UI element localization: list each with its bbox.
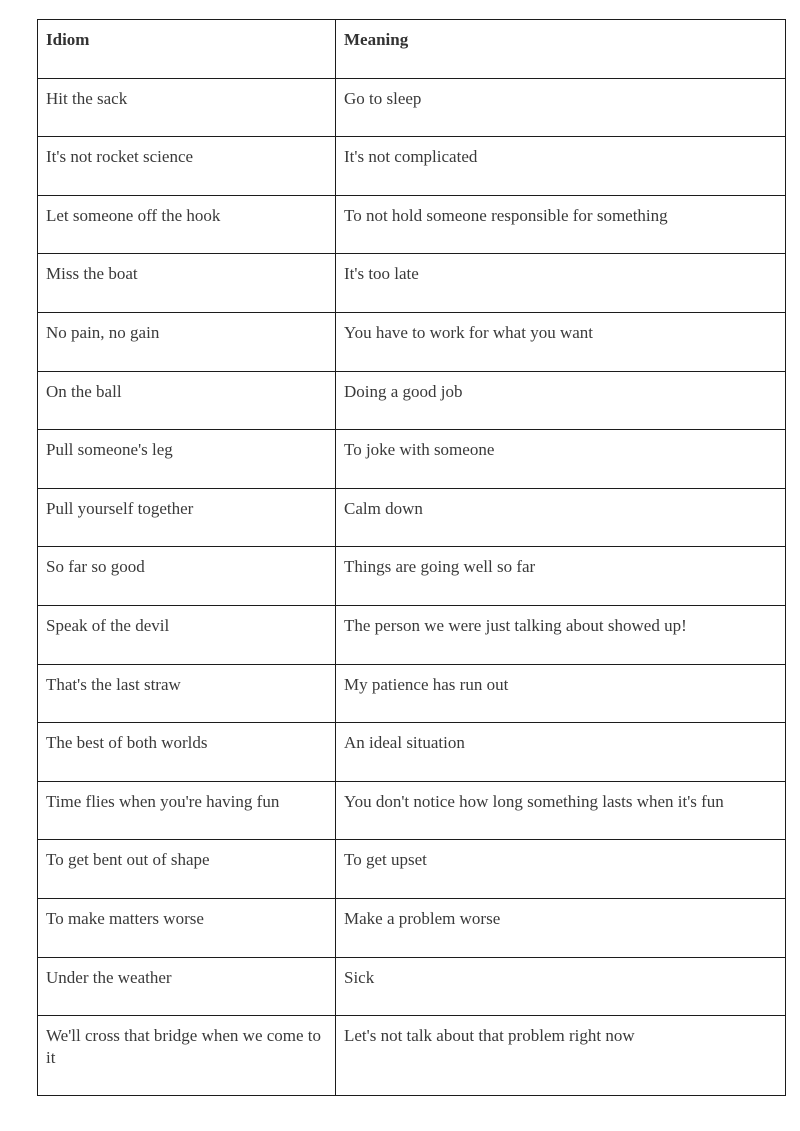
idiom-cell: It's not rocket science <box>38 137 336 196</box>
idiom-cell: Let someone off the hook <box>38 195 336 254</box>
idiom-cell: Hit the sack <box>38 78 336 137</box>
idiom-cell: Speak of the devil <box>38 605 336 664</box>
idiom-cell: That's the last straw <box>38 664 336 723</box>
table-row <box>38 430 786 489</box>
meaning-cell: The person we were just talking about showed up! <box>336 605 786 664</box>
meaning-cell: Things are going well so far <box>336 547 786 606</box>
table-row <box>38 1016 786 1096</box>
meaning-cell: To joke with someone <box>336 430 786 489</box>
meaning-cell: Sick <box>336 957 786 1016</box>
idiom-cell: We'll cross that bridge when we come to it <box>38 1016 336 1096</box>
idiom-cell: To make matters worse <box>38 898 336 957</box>
meaning-cell: Go to sleep <box>336 78 786 137</box>
meaning-cell: It's too late <box>336 254 786 313</box>
table-row <box>38 488 786 547</box>
meaning-cell: You have to work for what you want <box>336 312 786 371</box>
idiom-cell: To get bent out of shape <box>38 840 336 899</box>
table-row <box>38 254 786 313</box>
table-row <box>38 137 786 196</box>
meaning-cell: My patience has run out <box>336 664 786 723</box>
table-row <box>38 898 786 957</box>
column-header-idiom: Idiom <box>38 20 336 79</box>
idiom-cell: The best of both worlds <box>38 723 336 782</box>
meaning-cell: Let's not talk about that problem right now <box>336 1016 786 1096</box>
column-header-meaning: Meaning <box>336 20 786 79</box>
idiom-cell: Pull someone's leg <box>38 430 336 489</box>
table-row <box>38 195 786 254</box>
meaning-cell: To get upset <box>336 840 786 899</box>
table-row <box>38 723 786 782</box>
header-row <box>38 20 786 79</box>
idiom-cell: So far so good <box>38 547 336 606</box>
table-row <box>38 605 786 664</box>
table-row <box>38 664 786 723</box>
idioms-table <box>37 19 786 1096</box>
table-row <box>38 78 786 137</box>
idiom-cell: Miss the boat <box>38 254 336 313</box>
meaning-cell: Make a problem worse <box>336 898 786 957</box>
table-row <box>38 781 786 840</box>
idiom-cell: Under the weather <box>38 957 336 1016</box>
table-row <box>38 547 786 606</box>
meaning-cell: Doing a good job <box>336 371 786 430</box>
idiom-cell: On the ball <box>38 371 336 430</box>
table-row <box>38 840 786 899</box>
idiom-cell: Pull yourself together <box>38 488 336 547</box>
meaning-cell: To not hold someone responsible for something <box>336 195 786 254</box>
meaning-cell: Calm down <box>336 488 786 547</box>
meaning-cell: An ideal situation <box>336 723 786 782</box>
idiom-cell: Time flies when you're having fun <box>38 781 336 840</box>
meaning-cell: It's not complicated <box>336 137 786 196</box>
table-row <box>38 371 786 430</box>
table-row <box>38 957 786 1016</box>
meaning-cell: You don't notice how long something lasts when it's fun <box>336 781 786 840</box>
idiom-cell: No pain, no gain <box>38 312 336 371</box>
table-row <box>38 312 786 371</box>
table-body <box>38 78 786 1096</box>
